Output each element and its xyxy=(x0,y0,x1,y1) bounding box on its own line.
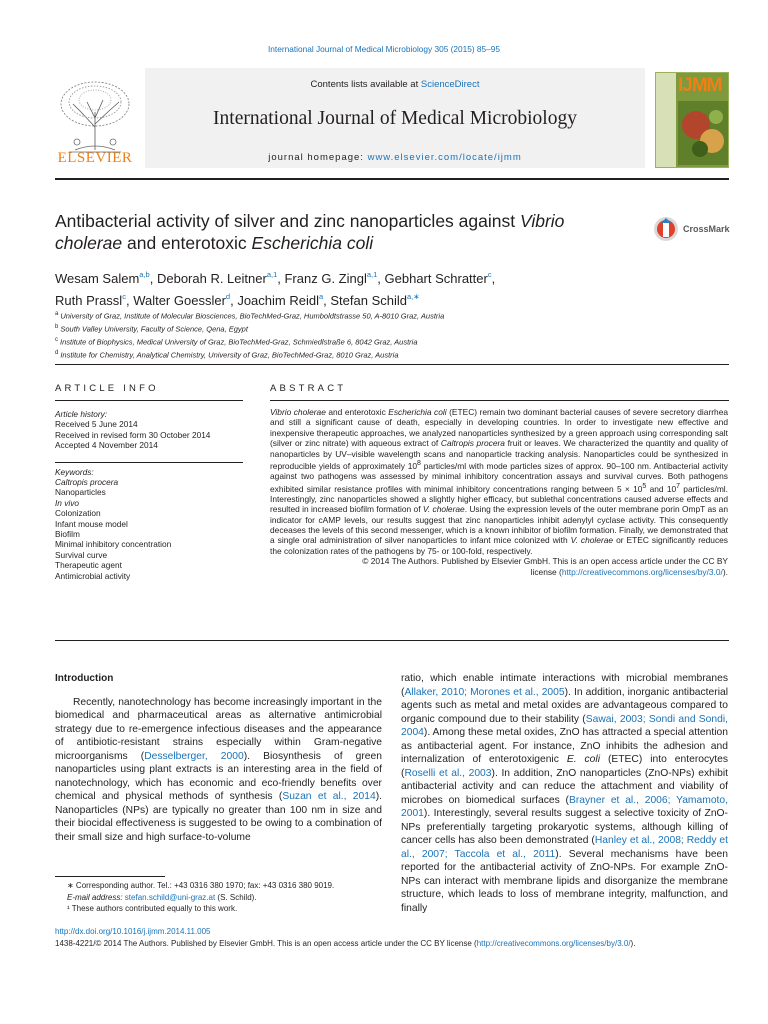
abs-text: . Using the expression levels of the outer membrane porin OmpT as an indicator for cAMP levels, our results suggest that zinc nanoparticles inhibit adenylyl cyclase activity. This consequently deceases the levels of this second messenger, which is a known inhibitor of biofilm formation. Finally, we demonstrated that a single oral administration of silver nanoparticles to infant mice colonized with xyxy=(270,504,728,546)
author-affiliation-marker[interactable]: c xyxy=(122,291,126,301)
author-separator: , xyxy=(323,292,331,308)
affiliation-item xyxy=(55,335,735,348)
license-pre: 1438-4221/© 2014 The Authors. Published by Elsevier GmbH. This is an open access article under the CC BY license ( xyxy=(55,938,477,948)
citation-link[interactable]: Brayner et al., 2006; Yamamoto, 2001 xyxy=(401,794,728,819)
author-affiliation-marker[interactable]: a,b xyxy=(139,270,150,279)
history-item: Received in revised form 30 October 2014 xyxy=(55,429,211,440)
author-affiliation-marker[interactable]: a,1 xyxy=(266,270,278,279)
affiliation-marker: a xyxy=(55,311,59,317)
citation-link[interactable]: Suzan et al., 2014 xyxy=(282,791,376,802)
body-text: ). In addition, ZnO nanoparticles (ZnO-NPs) exhibit antibacterial activity and can reduce the attachment and viability of microbes on biomedical surfaces ( xyxy=(401,767,728,806)
abstract-body xyxy=(270,407,728,577)
keyword-item: Colonization xyxy=(55,508,101,519)
history-list xyxy=(55,419,243,450)
keyword-item: Therapeutic agent xyxy=(55,560,122,571)
crossmark-badge[interactable] xyxy=(653,214,733,244)
abs-text: or ETEC significantly reduces the colonization rates of the pathogens by 75- or 100-fold, respectively. xyxy=(270,535,728,556)
article-title xyxy=(55,210,635,254)
abstract-paragraph xyxy=(270,407,728,556)
history-item: Received 5 June 2014 xyxy=(55,419,138,430)
abs-sup: 7 xyxy=(676,482,681,490)
masthead-rule xyxy=(55,178,729,180)
abs-text: particles/ml. Interestingly, zinc nanoparticles showed a slightly higher efficacy, but sublethal concentrations caused adverse effects and resulted in increased biofilm formation of xyxy=(270,483,728,515)
copyright-post: ). xyxy=(722,566,728,577)
contents-prefix: Contents lists available at xyxy=(310,79,421,90)
abs-text: fruit or leaves. We characterized the quantity and quality of nanoparticles by UV–visible wavelength scans and nanoparticle tracking analysis. Nanoparticles could be synthesized in reproducible yields of approximately 10 xyxy=(270,438,728,471)
info-divider xyxy=(55,451,243,463)
intro-paragraph-continued xyxy=(401,672,728,915)
abs-italic: Caltropis procera xyxy=(440,438,505,449)
abs-text: and enterotoxic xyxy=(325,407,389,417)
body-text: ratio, which enable intimate interactions with microbial membranes ( xyxy=(401,673,728,698)
author-separator: , xyxy=(277,271,285,286)
footer-license-link[interactable]: http://creativecommons.org/licenses/by/3.0/ xyxy=(476,938,631,948)
title-italic-ecoli: Escherichia coli xyxy=(251,233,374,253)
cover-strip xyxy=(656,73,676,168)
citation-link[interactable]: Desselberger, 2000 xyxy=(144,750,244,762)
affiliation-text: South Valley University, Faculty of Science, Qena, Egypt xyxy=(60,324,248,334)
citation-link[interactable]: Hanley et al., 2008; Reddy et al., 2007; Taccola et al., 2011 xyxy=(401,835,728,860)
author-name: Deborah R. Leitner xyxy=(156,271,267,286)
body-text: ). Biosynthesis of green nanoparticles using plant extracts is an interesting area in the field of nanotechnology, which has economic and eco-friendly benefits over chemical and physical methods of synthesis ( xyxy=(55,750,382,802)
abs-italic: Escherichia coli xyxy=(388,407,447,417)
article-info-heading: ARTICLE INFO xyxy=(55,383,159,394)
cover-artwork xyxy=(678,101,728,165)
journal-homepage-link[interactable]: www.elsevier.com/locate/ijmm xyxy=(367,152,522,163)
body-column-right xyxy=(401,672,728,915)
journal-title: International Journal of Medical Microbiology xyxy=(213,108,577,129)
body-italic: E. coli xyxy=(566,754,600,765)
body-text: ). Among these metal oxides, ZnO has attracted a special attention as antibacterial agent. For instance, ZnO inhibits the adhesion and internalization of enterotoxigenic xyxy=(401,727,728,765)
keyword-item: Antimicrobial activity xyxy=(55,570,131,581)
author-separator: , xyxy=(125,292,134,308)
body-text: ). Nanoparticles (NPs) are typically no greater than 100 nm in size and their biocidal effectiveness is suggested to be owing to a combination of their small size and high surface-to-volume xyxy=(55,791,382,843)
abs-text: (ETEC) remain two dominant bacterial causes of severe secretory diarrhea and still a significant cause of death, especially in developing countries. In order to investigate new effective and inexpensive therapeutic approaches, we analyzed nanoparticles synthesized by a green approach using corresponding salt (silver or zinc nitrate) with aqueous extract of xyxy=(270,407,729,449)
copyright-line: © 2014 The Authors. Published by Elsevier GmbH. This is an open access article under the CC BY xyxy=(362,556,728,567)
affiliation-text: Institute of Biophysics, Medical University of Graz, BioTechMed-Graz, Schmiedlstraße 6, 8042 Graz, Austria xyxy=(60,337,418,347)
abs-sup: 5 xyxy=(642,482,647,490)
affiliation-marker: c xyxy=(55,337,58,343)
masthead-banner xyxy=(145,68,645,168)
email-suffix: (S. Schild). xyxy=(215,892,257,902)
header-rule xyxy=(55,364,729,365)
keyword-item: Biofilm xyxy=(55,529,80,540)
doi-link[interactable]: http://dx.doi.org/10.1016/j.ijmm.2014.11.005 xyxy=(55,927,211,936)
keywords-label: Keywords: xyxy=(55,466,94,477)
footnote-rule xyxy=(55,876,165,877)
article-info xyxy=(55,409,243,581)
author-affiliation-marker[interactable]: a,1 xyxy=(366,270,378,279)
author-separator: , xyxy=(491,271,496,286)
body-text: Recently, nanotechnology has become increasingly important in the biomedical and pharmaceutical areas as alternative antimicrobial strategy due to re-emergence infectious diseases and the appearance of antibiotic-resistant strains especially within Gram-negative microorganisms ( xyxy=(55,696,382,762)
abs-text: and 10 xyxy=(646,483,677,494)
crossmark-icon xyxy=(653,214,679,244)
corresponding-author-note: ∗ Corresponding author. Tel.: +43 0316 380 1970; fax: +43 0316 380 9019. xyxy=(67,881,335,890)
homepage-prefix: journal homepage: xyxy=(268,152,368,163)
email-note xyxy=(55,892,382,904)
abstract-bottom-rule xyxy=(55,640,729,641)
author-affiliation-marker[interactable]: a xyxy=(318,291,324,301)
sciencedirect-link[interactable]: ScienceDirect xyxy=(420,79,480,90)
author-list xyxy=(55,266,735,309)
license-post: ). xyxy=(630,938,636,948)
email-link[interactable]: stefan.schild@uni-graz.at xyxy=(124,892,216,902)
affiliation-item xyxy=(55,322,735,335)
author-separator: , xyxy=(230,292,238,308)
author-name: Stefan Schild xyxy=(330,292,407,308)
abstract-heading: ABSTRACT xyxy=(270,383,347,394)
journal-masthead xyxy=(55,68,729,168)
author-name: Ruth Prassl xyxy=(55,292,123,308)
equal-contribution-note: ¹ These authors contributed equally to this work. xyxy=(67,904,238,913)
author-name: Joachim Reidl xyxy=(237,292,319,308)
citation-link[interactable]: Roselli et al., 2003 xyxy=(404,767,492,779)
page-footer xyxy=(55,926,745,949)
author-name: Walter Goessler xyxy=(133,292,226,308)
keyword-item: Caltropis procera xyxy=(55,477,119,488)
article-info-rule xyxy=(55,400,243,401)
abs-italic: V. cholerae xyxy=(422,504,465,515)
author-name: Wesam Salem xyxy=(55,271,140,286)
cover-title: IJMM xyxy=(678,75,722,96)
abstract-rule xyxy=(270,400,729,401)
license-line xyxy=(55,938,745,950)
author-affiliation-marker[interactable]: a,∗ xyxy=(406,291,420,301)
abstract-copyright xyxy=(270,556,728,577)
author-affiliation-marker[interactable]: c xyxy=(487,270,492,279)
keyword-item: In vivo xyxy=(55,497,79,508)
footnotes xyxy=(55,880,382,915)
citation-link[interactable]: Allaker, 2010; Morones et al., 2005 xyxy=(404,686,565,698)
keyword-list xyxy=(55,477,243,581)
author-separator: , xyxy=(149,271,157,286)
author-separator: , xyxy=(377,271,385,286)
intro-paragraph-1 xyxy=(55,696,382,845)
copyright-pre: license ( xyxy=(530,566,562,577)
author-name: Franz G. Zingl xyxy=(284,271,367,286)
citation-link[interactable]: Sawai, 2003; Sondi and Sondi, 2004 xyxy=(401,713,728,738)
homepage-line xyxy=(145,152,645,163)
email-label: E-mail address: xyxy=(67,892,125,902)
abs-sup: 8 xyxy=(417,460,421,468)
title-text-2: and enterotoxic xyxy=(122,233,252,253)
affiliation-text: Institute for Chemistry, Analytical Chemistry, University of Graz, BioTechMed-Graz, 8010 Graz, Austria xyxy=(60,350,399,360)
author-affiliation-marker[interactable]: d xyxy=(225,291,231,301)
cc-license-link[interactable]: http://creativecommons.org/licenses/by/3.0/ xyxy=(561,566,723,577)
body-column-left xyxy=(55,672,382,844)
publisher-name: ELSEVIER xyxy=(57,150,133,166)
history-label: Article history: xyxy=(55,409,108,419)
author-name: Gebhart Schratter xyxy=(384,271,488,286)
abs-italic: Vibrio cholerae xyxy=(270,407,326,417)
keyword-item: Minimal inhibitory concentration xyxy=(55,539,172,550)
affiliation-marker: b xyxy=(55,324,59,330)
keyword-item: Nanoparticles xyxy=(55,487,106,498)
contents-line xyxy=(145,79,645,90)
affiliation-item xyxy=(55,309,735,322)
title-italic-vibrio: Vibrio cholerae xyxy=(55,211,565,253)
body-text: ). In addition, inorganic antibacterial agents such as metal and metal oxides are advantageous compared to organic compound due to their stability ( xyxy=(401,686,728,725)
keyword-item: Survival curve xyxy=(55,549,108,560)
introduction-heading: Introduction xyxy=(55,673,114,684)
journal-cover-thumbnail[interactable] xyxy=(655,72,729,168)
abs-text: particles/ml with mode particles sizes of approx. 90–100 nm. Antibacterial activity against two pathogens was assessed by minimal inhibitory concentration assays and survival curves. Both pathogens exhibited similar resistance profiles with minimal inhibitory concentrations ranging between 5 × 10 xyxy=(270,460,728,494)
affiliation-marker: d xyxy=(55,350,59,356)
body-text: ). Interestingly, several results suggest a selective toxicity of ZnO-NPs preferentially targeting prokaryotic systems, although killing of cancer cells has also been demonstrated ( xyxy=(401,808,728,846)
journal-reference[interactable]: International Journal of Medical Microbiology 305 (2015) 85–95 xyxy=(268,44,500,54)
history-item: Accepted 4 November 2014 xyxy=(55,440,158,451)
body-text: ). Several mechanisms have been reported for the antibacterial activity of ZnO-NPs. For example ZnO-NPs can interact with membrane lipids and disorganize the membrane structure, which leads to loss of membrane integrity, malfunction, and finally xyxy=(401,848,728,914)
crossmark-label: CrossMark xyxy=(683,224,730,234)
affiliation-item xyxy=(55,348,735,361)
abs-italic: V. cholerae xyxy=(570,535,614,546)
title-text: Antibacterial activity of silver and zinc nanoparticles against xyxy=(55,211,520,231)
keyword-item: Infant mouse model xyxy=(55,518,128,529)
affiliation-list xyxy=(55,309,735,361)
body-text: (ETEC) into enterocytes ( xyxy=(401,754,729,779)
affiliation-text: University of Graz, Institute of Molecular Biosciences, BioTechMed-Graz, Humboldtstrasse 50, A-8010 Graz, Austria xyxy=(60,311,445,321)
